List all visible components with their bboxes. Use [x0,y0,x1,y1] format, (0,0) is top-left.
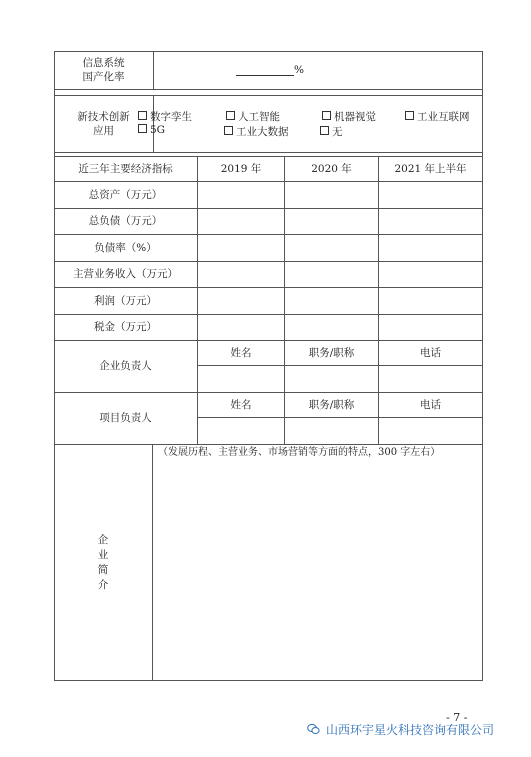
checkbox-icon[interactable] [226,111,235,120]
value-cell[interactable] [198,209,285,235]
value-cell[interactable] [285,315,379,341]
localization-blank-line[interactable] [236,64,294,76]
localization-value-cell[interactable] [154,51,483,90]
project-head-label: 项目负责人 [54,393,198,445]
option-machine-vision[interactable]: 机器视觉 [322,109,376,124]
project-title-header: 职务/职称 [285,393,379,418]
enterprise-name-header: 姓名 [198,341,285,366]
profile-hint: （发展历程、主营业务、市场营销等方面的特点，300 字左右） [158,447,441,458]
page-number: - 7 - [446,711,468,724]
new-tech-label-line2: 应用 [93,125,114,137]
value-cell[interactable] [198,235,285,262]
row-label-tax: 税金（万元） [54,315,198,341]
year-2021h1-header: 2021 年上半年 [379,157,483,182]
enterprise-head-label: 企业负责人 [54,341,198,393]
new-tech-options-cell [154,96,483,153]
value-cell[interactable] [285,209,379,235]
value-cell[interactable] [379,235,483,262]
year-2020-header: 2020 年 [285,157,379,182]
wechat-icon [307,723,320,735]
option-industrial-big-data[interactable]: 工业大数据 [224,124,289,139]
localization-unit: % [294,63,304,76]
option-5g[interactable]: 5G [138,124,165,136]
value-cell[interactable] [379,315,483,341]
project-phone-header: 电话 [379,393,483,418]
row-label-total-assets: 总资产（万元） [54,182,198,209]
value-cell[interactable] [198,288,285,315]
value-cell[interactable] [379,262,483,288]
value-cell[interactable] [198,262,285,288]
economic-header-cell: 近三年主要经济指标 [54,157,198,182]
new-tech-label-line1: 新技术创新 [77,110,130,123]
project-phone-input[interactable] [379,418,483,445]
value-cell[interactable] [285,182,379,209]
value-cell[interactable] [285,262,379,288]
enterprise-name-input[interactable] [198,366,285,393]
checkbox-icon[interactable] [224,126,233,135]
option-industrial-internet[interactable]: 工业互联网 [405,109,470,124]
value-cell[interactable] [379,182,483,209]
profile-text-area[interactable] [153,445,483,681]
localization-label-cell [54,51,154,90]
profile-label: 企 业 简 介 [97,533,109,591]
option-ai[interactable]: 人工智能 [226,109,280,124]
row-label-profit: 利润（万元） [54,288,198,315]
project-title-input[interactable] [285,418,379,445]
enterprise-phone-input[interactable] [379,366,483,393]
checkbox-icon[interactable] [322,111,331,120]
checkbox-icon[interactable] [138,111,147,120]
enterprise-title-header: 职务/职称 [285,341,379,366]
row-label-total-liabilities: 总负债（万元） [54,209,198,235]
year-2019-header: 2019 年 [198,157,285,182]
localization-label-line1: 信息系统 [82,56,125,69]
value-cell[interactable] [379,209,483,235]
checkbox-icon[interactable] [320,126,329,135]
profile-label-cell [54,445,153,681]
checkbox-icon[interactable] [138,124,147,133]
watermark-company: 山西环宇星火科技咨询有限公司 [326,723,495,737]
value-cell[interactable] [198,182,285,209]
row-label-main-revenue: 主营业务收入（万元） [54,262,198,288]
localization-label-line2: 国产化率 [82,71,125,83]
option-none[interactable]: 无 [320,124,343,139]
application-form [54,51,483,681]
value-cell[interactable] [285,235,379,262]
enterprise-title-input[interactable] [285,366,379,393]
checkbox-icon[interactable] [405,111,414,120]
project-name-input[interactable] [198,418,285,445]
option-digital-twin[interactable]: 数字孪生 [138,109,192,124]
value-cell[interactable] [198,315,285,341]
row-label-debt-ratio: 负债率（%） [54,235,198,262]
enterprise-phone-header: 电话 [379,341,483,366]
value-cell[interactable] [285,288,379,315]
project-name-header: 姓名 [198,393,285,418]
value-cell[interactable] [379,288,483,315]
